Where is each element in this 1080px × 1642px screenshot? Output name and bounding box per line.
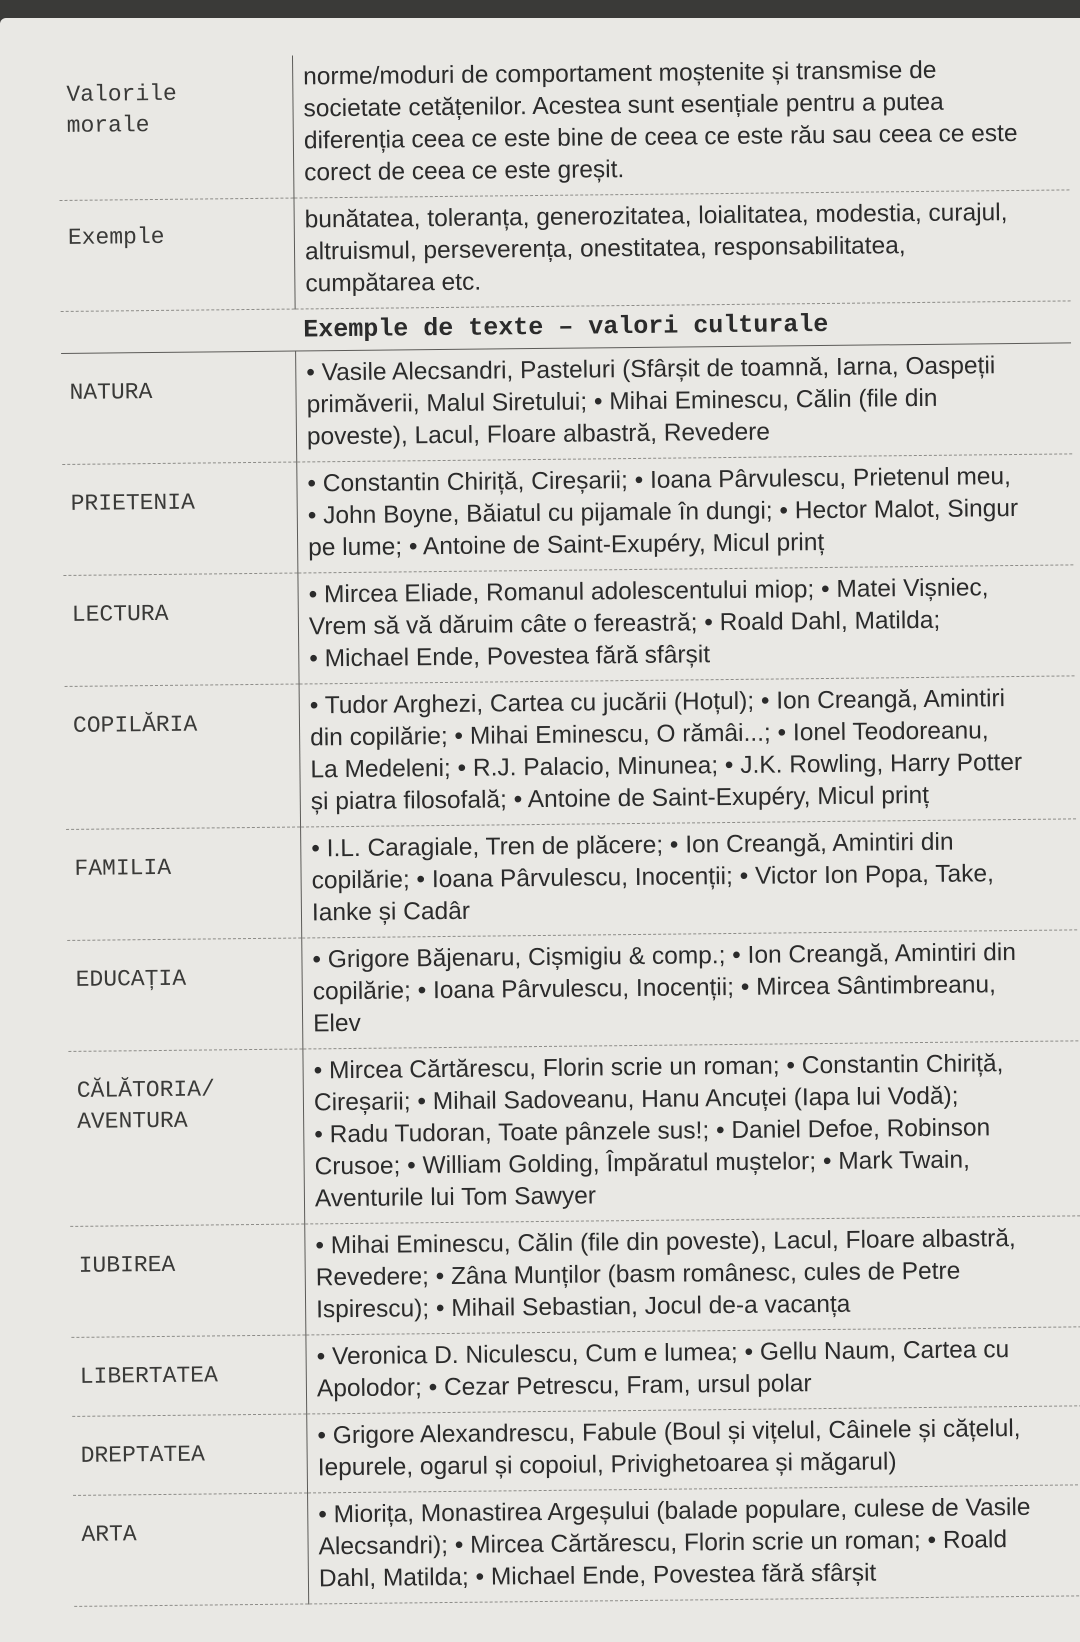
- row-content: [305, 1216, 1080, 1335]
- text-line: Ispirescu); • Mihail Sebastian, Jocul de-a vacanța: [315, 1290, 851, 1324]
- text-line: altruismul, perseverența, onestitatea, responsabilitatea,: [304, 232, 906, 266]
- table-row: [68, 1041, 1080, 1227]
- text-line: copilărie; • Ioana Pârvulescu, Inocenții; • Mircea Sântimbreanu,: [312, 971, 996, 1006]
- label-line: AVENTURA: [77, 1107, 188, 1135]
- label-line: LIBERTATEA: [79, 1362, 218, 1390]
- text-line: • Michael Ende, Povestea fără sfârșit: [309, 641, 711, 673]
- text-line: Cireșarii; • Mihail Sadoveanu, Hanu Ancuței (Iapa lui Vodă);: [313, 1082, 959, 1117]
- text-line: • Mihai Eminescu, Călin (file din poveste), Lacul, Floare albastră,: [315, 1225, 1016, 1260]
- text-line: Alecsandri); • Mircea Cărtărescu, Florin scrie un roman; • Roald: [318, 1526, 1008, 1561]
- row-label: [66, 827, 302, 940]
- text-line: • Miorița, Monastirea Argeșului (balade populare, culese de Vasile: [318, 1493, 1031, 1529]
- table-row: [67, 930, 1078, 1052]
- label-line: IUBIREA: [78, 1251, 176, 1279]
- text-line: • Constantin Chiriță, Cireșarii; • Ioana Pârvulescu, Prietenul meu,: [307, 463, 1012, 498]
- text-line: diferenția ceea ce este bine de ceea ce este rău sau ceea ce este: [303, 119, 1018, 155]
- text-line: Revedere; • Zâna Munților (basm românesc, cules de Petre: [315, 1257, 961, 1292]
- text-line: societate cetățenilor. Acestea sunt esențiale pentru a putea: [303, 88, 944, 123]
- table-row-exemple: [59, 190, 1070, 312]
- label-line: CĂLĂTORIA/: [76, 1076, 215, 1104]
- row-label: [71, 1335, 306, 1416]
- table-row: [62, 454, 1073, 576]
- text-line: • Tudor Arghezi, Cartea cu jucării (Hoțul); • Ion Creangă, Amintiri: [309, 685, 1006, 720]
- row-label: [62, 462, 298, 575]
- row-label: [72, 1414, 307, 1495]
- label-line: Valorile: [66, 80, 177, 108]
- text-line: • Radu Tudoran, Toate pânzele sus!; • Daniel Defoe, Robinson: [314, 1114, 991, 1149]
- label-line: FAMILIA: [74, 854, 172, 882]
- table-row: [65, 676, 1076, 830]
- label-line: Exemple: [67, 223, 165, 251]
- text-line: Ianke și Cadâr: [311, 897, 471, 927]
- row-label: [70, 1224, 306, 1337]
- text-line: Dahl, Matilda; • Michael Ende, Povestea fără sfârșit: [318, 1559, 877, 1593]
- text-line: norme/moduri de comportament moștenite și transmise de: [303, 56, 937, 91]
- text-line: Vrem să vă dăruim câte o fereastră; • Roald Dahl, Matilda;: [308, 606, 941, 641]
- label-line: PRIETENIA: [70, 489, 196, 517]
- table-row: [73, 1485, 1080, 1607]
- text-line: • Mircea Cărtărescu, Florin scrie un roman; • Constantin Chiriță,: [313, 1050, 1004, 1085]
- row-label: [58, 56, 294, 201]
- row-label: [63, 573, 299, 686]
- text-line: • Veronica D. Niculescu, Cum e lumea; • Gellu Naum, Cartea cu: [316, 1336, 1010, 1371]
- row-label: [68, 1049, 304, 1226]
- text-line: din copilărie; • Mihai Eminescu, O rămâi...; • Ionel Teodoreanu,: [309, 717, 989, 752]
- text-line: • I.L. Caragiale, Tren de plăcere; • Ion Creangă, Amintiri din: [311, 828, 954, 863]
- label-line: morale: [66, 112, 150, 139]
- table-row: [66, 819, 1077, 941]
- values-table-wrapper: [58, 47, 1080, 1606]
- row-content: [308, 1485, 1080, 1604]
- label-line: COPILĂRIA: [72, 711, 198, 739]
- text-line: copilărie; • Ioana Pârvulescu, Inocenții; • Victor Ion Popa, Take,: [311, 860, 994, 895]
- table-row-valorile-morale: [58, 47, 1069, 200]
- row-label: [61, 351, 297, 464]
- text-line: Aventurile lui Tom Sawyer: [314, 1182, 597, 1213]
- row-content: [296, 343, 1073, 462]
- row-content: [299, 676, 1076, 827]
- text-line: pe lume; • Antoine de Saint-Exupéry, Micul prinț: [308, 529, 825, 562]
- row-content: [301, 819, 1078, 938]
- row-content: [302, 930, 1079, 1049]
- label-line: NATURA: [69, 379, 153, 406]
- text-line: primăverii, Malul Siretului; • Mihai Eminescu, Călin (file din: [306, 384, 938, 419]
- label-line: LECTURA: [71, 600, 169, 628]
- text-line: La Medeleni; • R.J. Palacio, Minunea; • J.K. Rowling, Harry Potter: [310, 748, 1023, 784]
- row-content: [292, 47, 1069, 198]
- table-row: [71, 1327, 1080, 1417]
- text-line: poveste), Lacul, Floare albastră, Revedere: [306, 418, 771, 451]
- row-content: [306, 1327, 1080, 1414]
- row-label: [65, 684, 301, 829]
- table-row: [70, 1216, 1080, 1338]
- row-label: [67, 938, 303, 1051]
- row-content: [297, 454, 1074, 573]
- row-content: [298, 565, 1075, 684]
- text-line: • Mircea Eliade, Romanul adolescentului miop; • Matei Vișniec,: [308, 574, 989, 609]
- text-line: Crusoe; • William Golding, Împăratul muștelor; • Mark Twain,: [314, 1146, 971, 1181]
- table-row: [63, 565, 1074, 687]
- table-row: [61, 343, 1072, 465]
- text-line: • Grigore Băjenaru, Cișmigiu & comp.; • Ion Creangă, Amintiri din: [312, 939, 1017, 974]
- section-heading: Exemple de texte – valori culturale: [61, 301, 1071, 354]
- values-table: [58, 47, 1080, 1606]
- text-line: cumpătarea etc.: [305, 268, 482, 298]
- row-label: [59, 198, 295, 311]
- table-row: [72, 1406, 1080, 1496]
- text-line: bunătatea, toleranța, generozitatea, loialitatea, modestia, curajul,: [304, 199, 1008, 234]
- text-line: Apolodor; • Cezar Petrescu, Fram, ursul polar: [316, 1370, 812, 1403]
- row-content: [294, 190, 1071, 309]
- row-content: [307, 1406, 1080, 1493]
- row-content: [303, 1041, 1080, 1224]
- book-page: [0, 18, 1080, 1642]
- label-line: DREPTATEA: [80, 1441, 206, 1469]
- row-label: [73, 1493, 309, 1606]
- label-line: EDUCAȚIA: [75, 965, 187, 993]
- text-line: și piatra filosofală; • Antoine de Saint-Exupéry, Micul prinț: [310, 781, 930, 816]
- label-line: ARTA: [81, 1521, 137, 1548]
- text-line: Iepurele, ogarul și copoiul, Privighetoarea și măgarul): [317, 1448, 897, 1482]
- text-line: • Grigore Alexandrescu, Fabule (Boul și vițelul, Câinele și cățelul,: [317, 1414, 1021, 1450]
- text-line: Elev: [312, 1009, 361, 1038]
- text-line: • John Boyne, Băiatul cu pijamale în dungi; • Hector Malot, Singur: [307, 494, 1019, 530]
- text-line: • Vasile Alecsandri, Pasteluri (Sfârșit de toamnă, Iarna, Oaspeții: [306, 352, 996, 387]
- text-line: corect de ceea ce este greșit.: [304, 156, 625, 187]
